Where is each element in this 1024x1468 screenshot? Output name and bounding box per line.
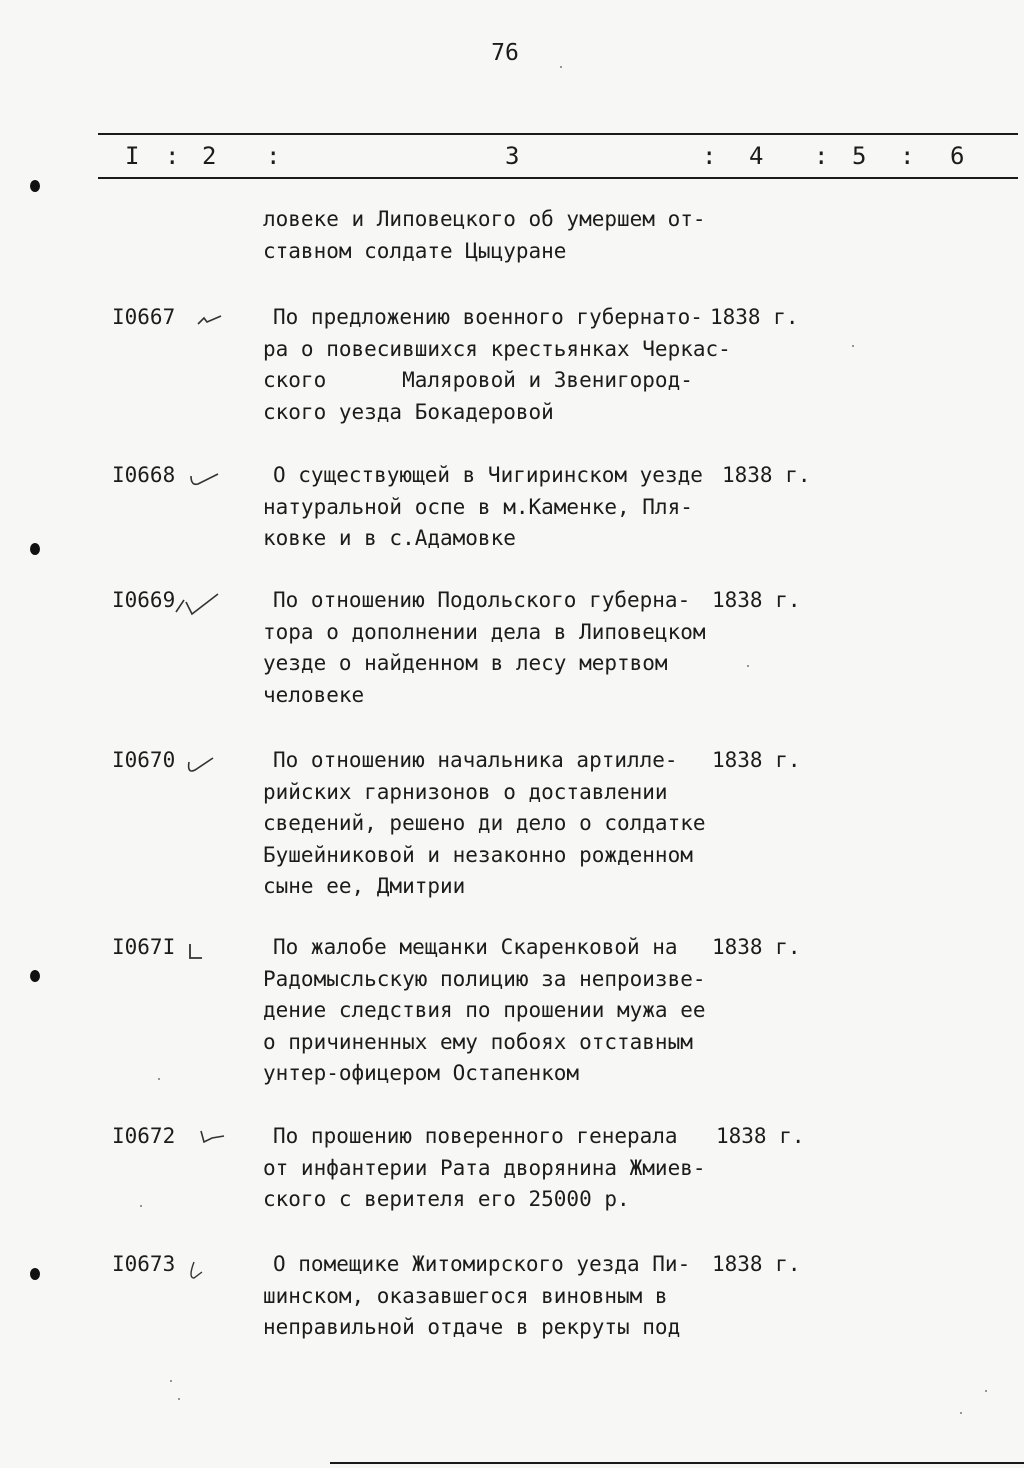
checkmark-icon bbox=[172, 590, 222, 620]
column-header-2: 2 bbox=[202, 142, 217, 170]
header-bottom-rule bbox=[98, 177, 1018, 179]
entry-number: I0672 bbox=[112, 1124, 176, 1148]
entry-description bbox=[263, 1121, 743, 1216]
text-line: о причиненных ему побоях отставным bbox=[263, 1029, 693, 1054]
scan-speck bbox=[560, 66, 562, 68]
header-top-rule bbox=[98, 133, 1018, 135]
checkmark-icon bbox=[186, 1258, 210, 1284]
text-line: ского с верителя его 25000 р. bbox=[263, 1187, 630, 1211]
scan-speck bbox=[852, 345, 854, 347]
text-line: По прошению поверенного генерала bbox=[273, 1124, 678, 1148]
text-line: шинском, оказавшегося виновным в bbox=[263, 1283, 668, 1308]
text-line: человеке bbox=[263, 682, 365, 707]
text-line: дение следствия по прошении мужа ее bbox=[263, 998, 706, 1022]
checkmark-icon bbox=[198, 1128, 228, 1146]
checkmark-icon bbox=[186, 940, 210, 964]
page-number: 76 bbox=[491, 40, 519, 66]
checkmark-icon bbox=[185, 752, 219, 776]
text-line: натуральной оспе в м.Каменке, Пля- bbox=[263, 494, 693, 519]
text-line: По жалобе мещанки Скаренковой на bbox=[273, 935, 678, 959]
text-line: По отношению Подольского губерна- bbox=[273, 588, 691, 612]
text-line: сведений, решено ди дело о солдатке bbox=[263, 811, 706, 835]
scan-speck bbox=[170, 1380, 172, 1382]
column-header-1: I bbox=[125, 142, 140, 170]
text-line: Радомысльскую полицию за непроизве- bbox=[263, 966, 706, 991]
scan-speck bbox=[178, 1398, 180, 1400]
binding-hole bbox=[30, 970, 40, 982]
scan-speck bbox=[960, 1412, 962, 1414]
entry-description bbox=[263, 745, 743, 903]
column-header-6: 6 bbox=[950, 142, 965, 170]
entry-description bbox=[263, 460, 743, 555]
entry-description bbox=[263, 585, 743, 711]
text-line: сыне ее, Дмитрии bbox=[263, 874, 466, 898]
entry-number: I0669 bbox=[112, 588, 176, 612]
text-line: ра о повесившихся крестьянках Черкас- bbox=[263, 336, 731, 361]
entry-description bbox=[263, 1249, 743, 1344]
column-separator: : bbox=[900, 142, 915, 170]
text-line: от инфантерии Рата дворянина Жмиев- bbox=[263, 1155, 706, 1180]
entry-description bbox=[263, 302, 743, 428]
checkmark-icon bbox=[188, 470, 222, 490]
text-line: О существующей в Чигиринском уезде bbox=[273, 463, 703, 487]
column-header-5: 5 bbox=[852, 142, 867, 170]
column-header-4: 4 bbox=[749, 142, 764, 170]
column-header-3: 3 bbox=[505, 142, 520, 170]
column-separator: : bbox=[165, 142, 180, 170]
entry-number: I0673 bbox=[112, 1252, 176, 1276]
page-bottom-edge bbox=[330, 1462, 1024, 1464]
column-separator: : bbox=[702, 142, 717, 170]
text-line: унтер-офицером Остапенком bbox=[263, 1061, 580, 1085]
text-line: ского Маляровой и Звенигород- bbox=[263, 368, 693, 392]
entry-number: I0667 bbox=[112, 305, 176, 329]
scan-speck bbox=[985, 1390, 987, 1392]
text-line: Бушейниковой и незаконно рожденном bbox=[263, 842, 693, 867]
scan-speck bbox=[140, 1205, 142, 1207]
checkmark-icon bbox=[195, 308, 225, 328]
binding-hole bbox=[30, 1268, 40, 1280]
text-line: рийских гарнизонов о доставлении bbox=[263, 779, 668, 804]
entry-number: I067I bbox=[112, 935, 176, 959]
entry-number: I0668 bbox=[112, 463, 176, 487]
scan-speck bbox=[747, 665, 749, 667]
entry-year: 1838 г. bbox=[712, 1252, 801, 1276]
column-separator: : bbox=[814, 142, 829, 170]
text-line: ского уезда Бокадеровой bbox=[263, 399, 554, 424]
binding-hole bbox=[30, 543, 40, 555]
entry-number: I0670 bbox=[112, 748, 176, 772]
entry-year: 1838 г. bbox=[722, 463, 811, 487]
text-line: По предложению военного губернато- bbox=[273, 305, 703, 329]
entry-year: 1838 г. bbox=[716, 1124, 805, 1148]
text-line: ковке и в с.Адамовке bbox=[263, 526, 516, 550]
entry-year: 1838 г. bbox=[712, 935, 801, 959]
text-line: неправильной отдаче в рекруты под bbox=[263, 1315, 681, 1339]
scan-speck bbox=[158, 1078, 160, 1080]
continuation-text bbox=[263, 204, 733, 267]
entry-description bbox=[263, 932, 743, 1090]
entry-year: 1838 г. bbox=[710, 305, 799, 329]
entry-year: 1838 г. bbox=[712, 748, 801, 772]
text-line: По отношению начальника артилле- bbox=[273, 748, 678, 772]
text-line: ставном солдате Цыцуране bbox=[263, 238, 567, 263]
column-separator: : bbox=[266, 142, 281, 170]
text-line: уезде о найденном в лесу мертвом bbox=[263, 651, 668, 675]
text-line: тора о дополнении дела в Липовецком bbox=[263, 619, 706, 644]
entry-year: 1838 г. bbox=[712, 588, 801, 612]
text-line: О помещике Житомирского уезда Пи- bbox=[273, 1252, 691, 1276]
text-line: ловеке и Липовецкого об умершем от- bbox=[263, 207, 706, 231]
binding-hole bbox=[30, 180, 40, 192]
